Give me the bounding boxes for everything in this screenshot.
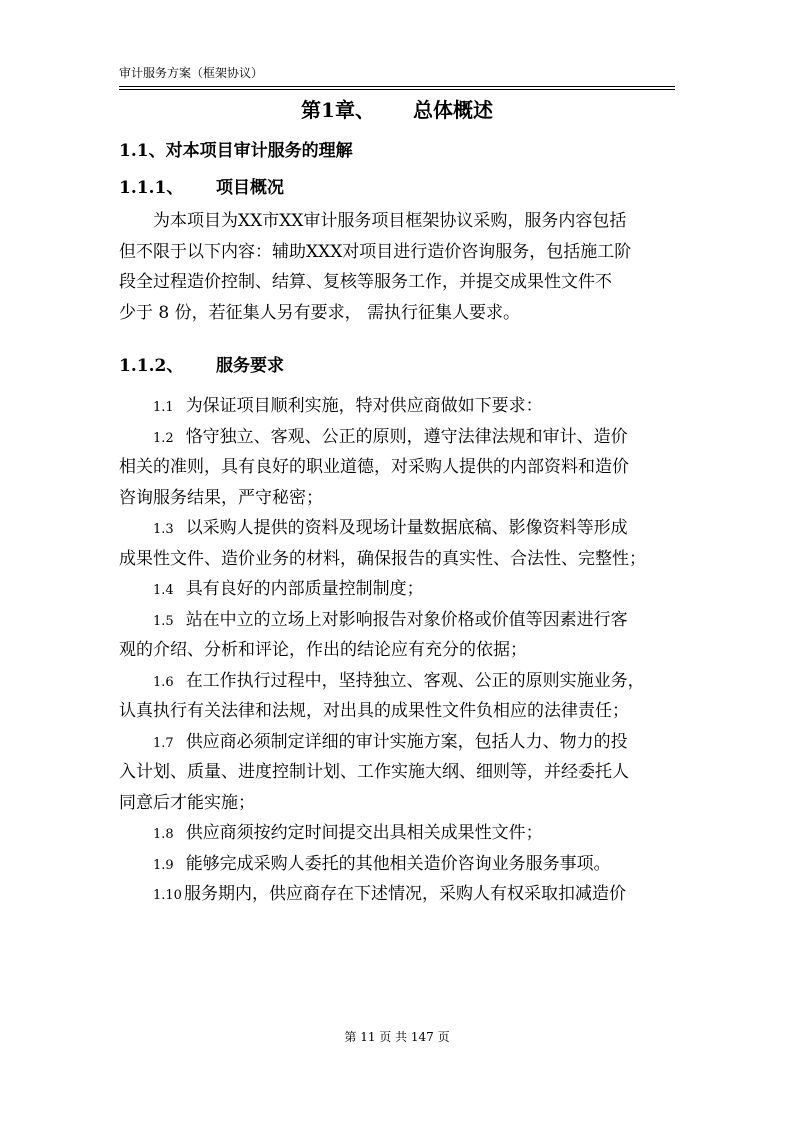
header-rule-thin — [119, 89, 675, 90]
section-heading — [119, 138, 353, 164]
requirement-item: 1.8 供应商须按约定时间提交出具相关成果性文件； — [153, 823, 543, 843]
subsection-number: 1.1.1、 — [119, 178, 184, 198]
subsection-title: 项目概况 — [216, 178, 284, 198]
subsection-heading-requirements — [119, 353, 284, 379]
requirement-number: 1.2 — [153, 430, 174, 446]
paragraph-line: 但不限于以下内容：辅助XXX对项目进行造价咨询服务，包括施工阶 — [119, 241, 632, 262]
requirement-number: 1.10 — [153, 888, 182, 903]
requirement-item: 1.10 服务期内，供应商存在下述情况，采购人有权采取扣减造价 — [153, 884, 626, 904]
section-title: 1.1、对本项目审计服务的理解 — [119, 141, 353, 161]
requirement-number: 1.9 — [153, 857, 174, 873]
requirement-item: 1.9 能够完成采购人委托的其他相关造价咨询业务服务事项。 — [153, 853, 611, 874]
page-number: 第 11 页 共 147 页 — [344, 1030, 450, 1044]
requirement-number: 1.1 — [153, 400, 174, 415]
requirement-item: 1.7 供应商必须制定详细的审计实施方案，包括人力、物力的投 入计划、质量、进度控制计划、工作实施大纲、细则等，并经委托人 同意后才能实施； — [119, 731, 629, 813]
header-title: 审计服务方案（框架协议） — [119, 66, 264, 80]
requirement-number: 1.8 — [153, 827, 174, 842]
requirement-number: 1.6 — [153, 674, 174, 690]
paragraph-line: 少于 8 份，若征集人另有要求， 需执行征集人要求。 — [119, 302, 521, 323]
requirement-item: 1.1 为保证项目顺利实施，特对供应商做如下要求： — [153, 396, 543, 416]
requirement-item: 1.5 站在中立的立场上对影响报告对象价格或价值等因素进行客 观的介绍、分析和评论，作出的结论应有充分的依据； — [119, 609, 628, 660]
chapter-title: 总体概述 — [412, 98, 493, 122]
page-header — [119, 64, 675, 82]
requirement-item: 1.4 具有良好的内部质量控制制度； — [153, 579, 424, 599]
header-rule-thick — [119, 86, 675, 87]
page-footer — [0, 1028, 794, 1046]
requirements-list — [119, 391, 679, 910]
requirement-number: 1.4 — [153, 583, 174, 598]
requirement-item: 1.6 在工作执行过程中，坚持独立、客观、公正的原则实施业务， 认真执行有关法律和法规，对出具的成果性文件负相应的法律责任； — [119, 670, 645, 721]
paragraph-line: 段全过程造价控制、结算、复核等服务工作，并提交成果性文件不 — [119, 272, 612, 292]
chapter-heading — [0, 93, 794, 127]
overview-paragraph — [119, 206, 679, 328]
requirement-number: 1.5 — [153, 613, 174, 629]
requirement-item: 1.2 恪守独立、客观、公正的原则，遵守法律法规和审计、造价 相关的准则，具有良好的职业道德，对采购人提供的内部资料和造价 咨询服务结果，严守秘密； — [119, 426, 629, 508]
chapter-number: 第1章、 — [301, 98, 375, 122]
requirement-item: 1.3 以采购人提供的资料及现场计量数据底稿、影像资料等形成 成果性文件、造价业务的材料，确保报告的真实性、合法性、完整性； — [119, 518, 646, 569]
subsection-heading-overview — [119, 175, 284, 201]
requirement-number: 1.7 — [153, 735, 174, 751]
subsection-title: 服务要求 — [216, 356, 284, 376]
requirement-number: 1.3 — [153, 522, 174, 537]
subsection-number: 1.1.2、 — [119, 356, 184, 376]
paragraph-line: 为本项目为XX市XX审计服务项目框架协议采购，服务内容包括 — [153, 211, 627, 231]
